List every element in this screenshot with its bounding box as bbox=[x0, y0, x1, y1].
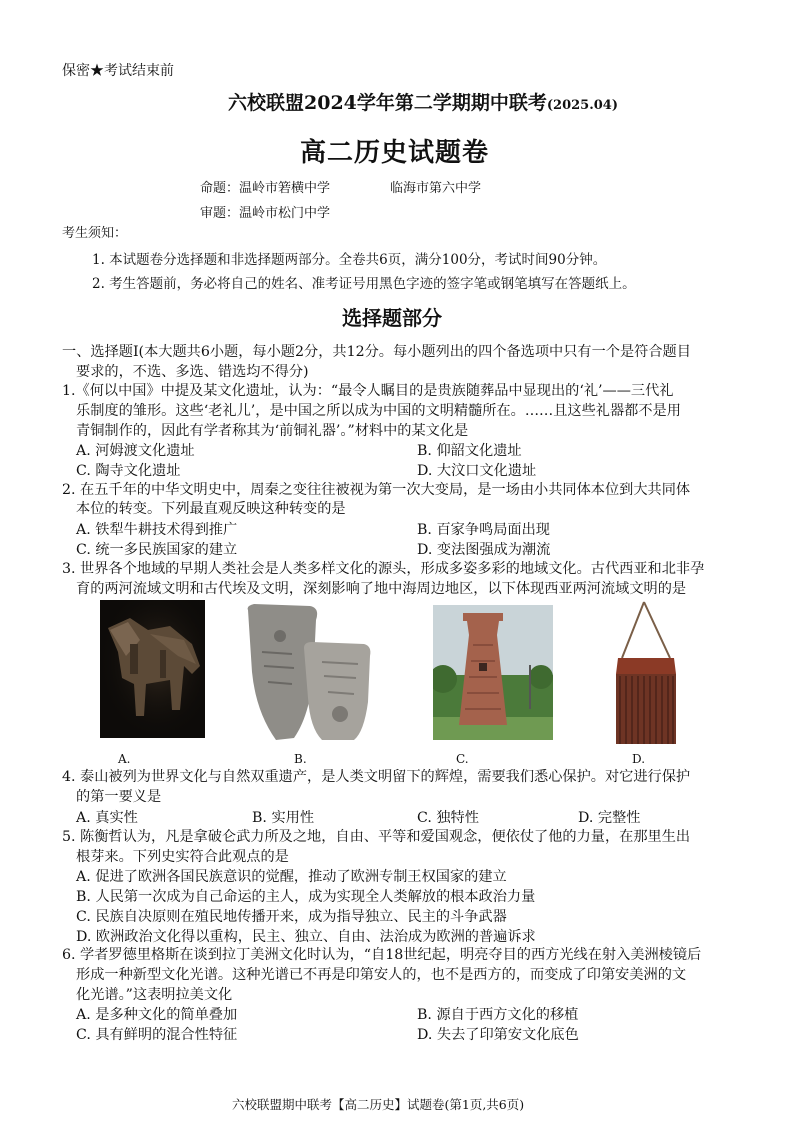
question-3-line-1: 3. 世界各个地域的早期人类社会是人类多样文化的源头，形成多姿多彩的地域文化。古代西亚和北非孕 bbox=[62, 561, 705, 577]
question-5-option-c[interactable]: C. 民族自决原则在殖民地传播开来，成为指导独立、民主的斗争武器 bbox=[76, 909, 507, 925]
figure-label-d: D. bbox=[632, 752, 646, 766]
question-5-option-d[interactable]: D. 欧洲政治文化得以重构，民主、独立、自由、法治成为欧洲的普遍诉求 bbox=[76, 929, 536, 945]
stone-palette-image[interactable] bbox=[242, 602, 377, 744]
notice-item-1: 1. 本试题卷分选择题和非选择题两部分。全卷共6页，满分100分，考试时间90分钟。 bbox=[92, 252, 607, 268]
notice-item-2: 2. 考生答题前，务必将自己的姓名、准考证号用黑色字迹的签字笔或钢笔填写在答题纸上。 bbox=[92, 276, 636, 292]
question-4-option-d[interactable]: D. 完整性 bbox=[578, 810, 641, 826]
question-6-option-d[interactable]: D. 失去了印第安文化底色 bbox=[417, 1027, 579, 1043]
question-6-option-b[interactable]: B. 源自于西方文化的移植 bbox=[417, 1007, 579, 1023]
question-4-option-b[interactable]: B. 实用性 bbox=[252, 810, 315, 826]
question-5-option-a[interactable]: A. 促进了欧洲各国民族意识的觉醒，推动了欧洲专制王权国家的建立 bbox=[76, 869, 507, 885]
question-6-line-1: 6. 学者罗德里格斯在谈到拉丁美洲文化时认为，“自18世纪起，明亮夺目的西方光线在射入美洲棱镜后 bbox=[62, 947, 702, 963]
question-2-option-c[interactable]: C. 统一多民族国家的建立 bbox=[76, 542, 238, 558]
question-6-option-a[interactable]: A. 是多种文化的简单叠加 bbox=[76, 1007, 238, 1023]
exam-title bbox=[228, 88, 618, 115]
brick-tower-image[interactable] bbox=[433, 605, 553, 740]
question-4-option-c[interactable]: C. 独特性 bbox=[417, 810, 479, 826]
part-one-heading-cont: 要求的，不选、多选、错选均不得分) bbox=[76, 364, 309, 380]
question-1-option-c[interactable]: C. 陶寺文化遗址 bbox=[76, 463, 181, 479]
question-5-line-1: 5. 陈衡哲认为，凡是拿破仑武力所及之地，自由、平等和爱国观念，便依仗了他的力量，在那里生出 bbox=[62, 829, 691, 845]
figure-label-c: C. bbox=[456, 752, 469, 766]
question-1-line-1: 1.《何以中国》中提及某文化遗址，认为：“最令人瞩目的是贵族随葬品中显现出的‘礼’——三代礼 bbox=[62, 383, 674, 399]
section-title: 选择题部分 bbox=[342, 306, 442, 330]
question-5-option-b[interactable]: B. 人民第一次成为自己命运的主人，成为实现全人类解放的根本政治力量 bbox=[76, 889, 536, 905]
question-1-option-d[interactable]: D. 大汶口文化遗址 bbox=[417, 463, 537, 479]
figure-label-b: B. bbox=[294, 752, 307, 766]
question-1-option-b[interactable]: B. 仰韶文化遗址 bbox=[417, 443, 522, 459]
author-line-1: 命题：温岭市箬横中学 bbox=[200, 181, 331, 196]
author-line-1-school: 临海市第六中学 bbox=[390, 181, 482, 196]
figure-label-a: A. bbox=[118, 752, 131, 766]
question-4-line-2: 的第一要义是 bbox=[76, 789, 162, 805]
part-one-heading: 一、选择题Ⅰ(本大题共6小题，每小题2分，共12分。每小题列出的四个备选项中只有一个是符合题目 bbox=[62, 344, 691, 360]
question-6-line-3: 化光谱。”这表明拉美文化 bbox=[76, 987, 233, 1003]
question-1-option-a[interactable]: A. 河姆渡文化遗址 bbox=[76, 443, 195, 459]
question-4-line-1: 4. 泰山被列为世界文化与自然双重遗产，是人类文明留下的辉煌，需要我们悉心保护。对它进行保护 bbox=[62, 769, 691, 785]
question-3-line-2: 育的两河流域文明和古代埃及文明，深刻影响了地中海周边地区，以下体现西亚两河流域文明的是 bbox=[76, 581, 687, 597]
question-2-option-b[interactable]: B. 百家争鸣局面出现 bbox=[417, 522, 550, 538]
question-2-line-2: 本位的转变。下列最直观反映这种转变的是 bbox=[76, 501, 346, 517]
question-6-option-c[interactable]: C. 具有鲜明的混合性特征 bbox=[76, 1027, 238, 1043]
exam-date: (2025.04) bbox=[546, 98, 618, 113]
question-4-option-a[interactable]: A. 真实性 bbox=[76, 810, 138, 826]
question-1-line-3: 青铜制作的，因此有学者称其为‘前铜礼器’。”材料中的某文化是 bbox=[76, 423, 469, 439]
fringed-bag-image[interactable] bbox=[610, 598, 685, 748]
question-5-line-2: 根芽来。下列史实符合此观点的是 bbox=[76, 849, 289, 865]
notice-heading: 考生须知： bbox=[62, 226, 128, 241]
lamassu-statue-image[interactable] bbox=[100, 600, 205, 738]
subject-title: 高二历史试题卷 bbox=[300, 138, 490, 168]
exam-title-text: 六校联盟2024学年第二学期期中联考 bbox=[228, 92, 547, 114]
page-footer: 六校联盟期中联考【高二历史】试题卷(第1页,共6页) bbox=[232, 1097, 525, 1112]
confidential-mark: 保密★考试结束前 bbox=[62, 63, 174, 79]
question-6-line-2: 形成一种新型文化光谱。这种光谱已不再是印第安人的，也不是西方的，而变成了印第安美洲的文 bbox=[76, 967, 687, 983]
question-2-line-1: 2. 在五千年的中华文明史中，周秦之变往往被视为第一次大变局，是一场由小共同体本位到大共同体 bbox=[62, 482, 691, 498]
question-1-line-2: 乐制度的雏形。这些‘老礼儿’，是中国之所以成为中国的文明精髓所在。……且这些礼器都不是用 bbox=[76, 403, 681, 419]
author-line-2: 审题：温岭市松门中学 bbox=[200, 206, 331, 221]
question-2-option-a[interactable]: A. 铁犁牛耕技术得到推广 bbox=[76, 522, 238, 538]
question-2-option-d[interactable]: D. 变法图强成为潮流 bbox=[417, 542, 551, 558]
